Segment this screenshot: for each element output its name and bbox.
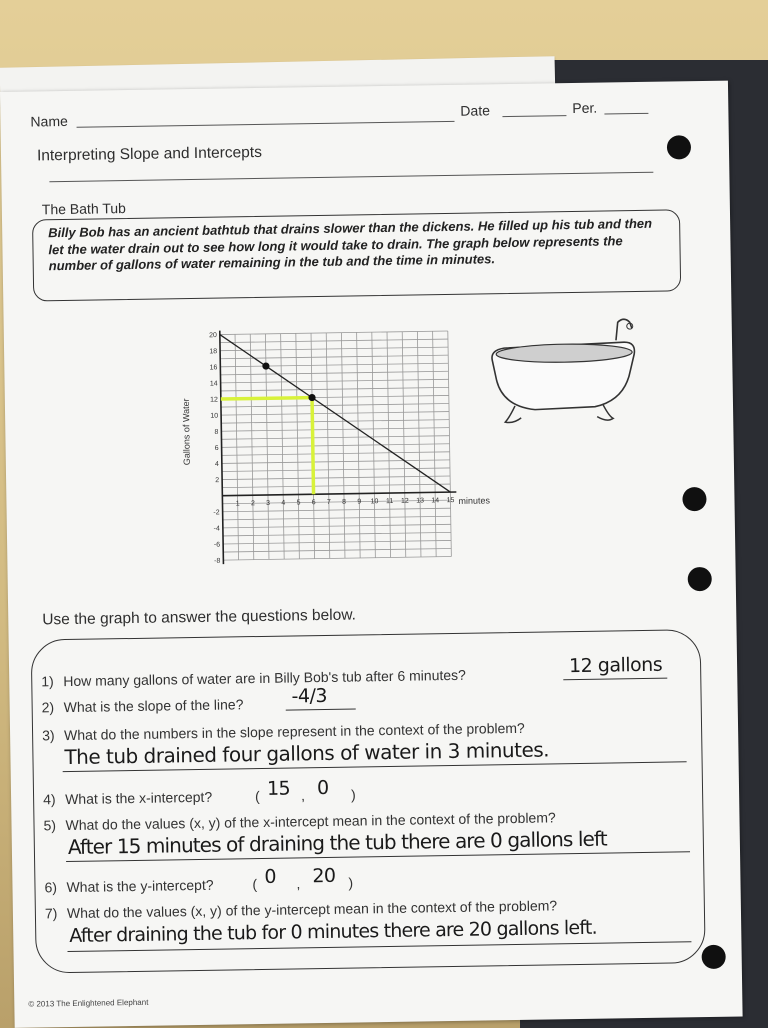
y-tick-label: 20 [209, 332, 217, 340]
name-field[interactable] [77, 121, 455, 128]
grid-line-horizontal [223, 557, 451, 561]
grid-line-horizontal [220, 371, 448, 375]
copyright-footer: © 2013 The Enlightened Elephant [28, 997, 149, 1009]
highlight-vertical [312, 398, 314, 495]
title-rule [49, 172, 653, 182]
instructions: Use the graph to answer the questions below. [42, 606, 357, 629]
y-tick-label: 8 [214, 428, 219, 436]
answer-1[interactable]: 12 gallons [568, 653, 663, 678]
grid-line-horizontal [221, 387, 449, 391]
grid-line-horizontal [220, 363, 448, 367]
y-tick-label: -6 [213, 541, 221, 549]
grid-line-horizontal [220, 339, 448, 343]
x-tick-label: 10 [370, 498, 379, 506]
y-tick-label: 2 [215, 477, 220, 485]
x-tick-label: 12 [400, 497, 409, 505]
x-tick-label: 14 [431, 497, 440, 505]
grid-line-horizontal [221, 420, 449, 424]
x-axis [222, 492, 456, 496]
y-intercept-y-answer[interactable]: 20 [312, 864, 336, 888]
x-tick-label: 3 [266, 499, 271, 507]
grid-line-horizontal [223, 516, 451, 520]
story-text: Billy Bob has an ancient bathtub that drains slower than the dickens. He filled up his tub and then let the water drain out to see how long it would take to drain. The graph below represents the number of gallons of water remaining in the tub and the time in minutes. [48, 215, 653, 274]
answer-2[interactable]: -4/3 [291, 684, 328, 708]
x-intercept-comma: , [300, 787, 306, 804]
x-tick-label: 13 [416, 497, 425, 505]
x-intercept-x-answer[interactable]: 15 [266, 777, 291, 800]
y-tick-label: 18 [209, 348, 218, 356]
worksheet-page [0, 81, 743, 1028]
grid-line-horizontal [223, 532, 451, 536]
x-tick-label: 4 [281, 499, 286, 507]
question-6-text: What is the y-intercept? [66, 876, 214, 896]
question-5-text: What do the values (x, y) of the x-intercept mean in the context of the problem? [65, 809, 556, 834]
y-axis-label: Gallons of Water [180, 398, 192, 466]
answer-3[interactable]: The tub drained four gallons of water in 3 minutes. [64, 737, 550, 770]
x-tick-label: 11 [385, 497, 394, 506]
period-label: Per. [572, 99, 598, 117]
question-7-text: What do the values (x, y) of the y-intercept mean in the context of the problem? [66, 897, 558, 922]
line-graph [172, 320, 516, 585]
y-tick-label: 4 [214, 461, 219, 469]
x-tick-label: 7 [326, 498, 331, 507]
name-label: Name [30, 112, 68, 130]
question-5-number: 5) [43, 817, 57, 834]
grid-line-horizontal [223, 548, 451, 552]
x-intercept-close-paren: ) [350, 786, 356, 803]
grid-line-horizontal [221, 428, 449, 432]
y-tick-label: 14 [209, 380, 218, 388]
grid-line-horizontal [221, 403, 449, 407]
y-tick-label: -2 [213, 509, 220, 517]
binder-hole-middle [682, 487, 706, 511]
question-1-number: 1) [41, 673, 54, 690]
grid-line-horizontal [221, 379, 449, 383]
grid-line-horizontal [221, 436, 449, 440]
bathtub-illustration [484, 318, 646, 440]
grid-line-horizontal [222, 476, 450, 480]
question-1-text: How many gallons of water are in Billy Bob's tub after 6 minutes? [63, 666, 466, 690]
section-title: The Bath Tub [41, 200, 127, 218]
grid-line-horizontal [222, 484, 450, 488]
grid-line-horizontal [220, 347, 448, 351]
x-tick-label: 9 [357, 498, 362, 506]
data-point [308, 394, 315, 401]
date-label: Date [460, 102, 491, 119]
y-intercept-close-paren: ) [348, 874, 354, 891]
grid-line-horizontal [223, 524, 451, 528]
x-tick-label: 15 [446, 497, 455, 505]
y-tick-label: 12 [210, 396, 218, 404]
x-intercept-y-answer[interactable]: 0 [316, 776, 329, 800]
y-intercept-open-paren: ( [252, 876, 258, 893]
question-7-number: 7) [44, 905, 58, 922]
grid-line-horizontal [222, 460, 450, 464]
x-intercept-open-paren: ( [254, 788, 260, 805]
x-tick-label: 5 [296, 499, 301, 507]
x-tick-label: 2 [250, 500, 255, 508]
x-tick-label: 1 [235, 500, 240, 508]
y-tick-label: 6 [214, 444, 219, 452]
question-4-number: 4) [42, 791, 56, 808]
answer-5[interactable]: After 15 minutes of draining the tub there are 0 gallons left [67, 826, 607, 860]
y-tick-label: 16 [209, 364, 218, 372]
grid-line-horizontal [223, 508, 451, 512]
question-2-number: 2) [41, 699, 55, 716]
question-3-text: What do the numbers in the slope represent in the context of the problem? [63, 719, 525, 744]
y-tick-label: -8 [214, 557, 221, 565]
grid-line-horizontal [223, 540, 451, 544]
page-title: Interpreting Slope and Intercepts [36, 143, 263, 165]
x-axis-label: minutes [458, 495, 491, 506]
question-3-number: 3) [41, 727, 55, 744]
y-intercept-x-answer[interactable]: 0 [264, 865, 277, 888]
binder-hole-lower [688, 567, 712, 591]
binder-hole-bottom [701, 945, 725, 969]
data-point [262, 362, 269, 369]
binder-hole-top [667, 135, 691, 159]
question-2-text: What is the slope of the line? [63, 696, 244, 716]
date-field[interactable] [502, 115, 566, 117]
x-tick-label: 8 [342, 498, 347, 506]
question-4-text: What is the x-intercept? [64, 788, 213, 808]
y-tick-label: -4 [213, 525, 220, 533]
y-tick-label: 10 [210, 412, 219, 420]
grid-line-horizontal [222, 452, 450, 456]
answer-7[interactable]: After draining the tub for 0 minutes there are 20 gallons left. [69, 916, 597, 948]
x-tick-label: 6 [311, 499, 316, 507]
question-6-number: 6) [44, 879, 58, 896]
y-intercept-comma: , [296, 875, 301, 892]
grid-line-horizontal [222, 444, 450, 448]
highlight-horizontal [221, 398, 312, 399]
period-field[interactable] [604, 113, 648, 115]
grid-line-horizontal [220, 331, 448, 335]
